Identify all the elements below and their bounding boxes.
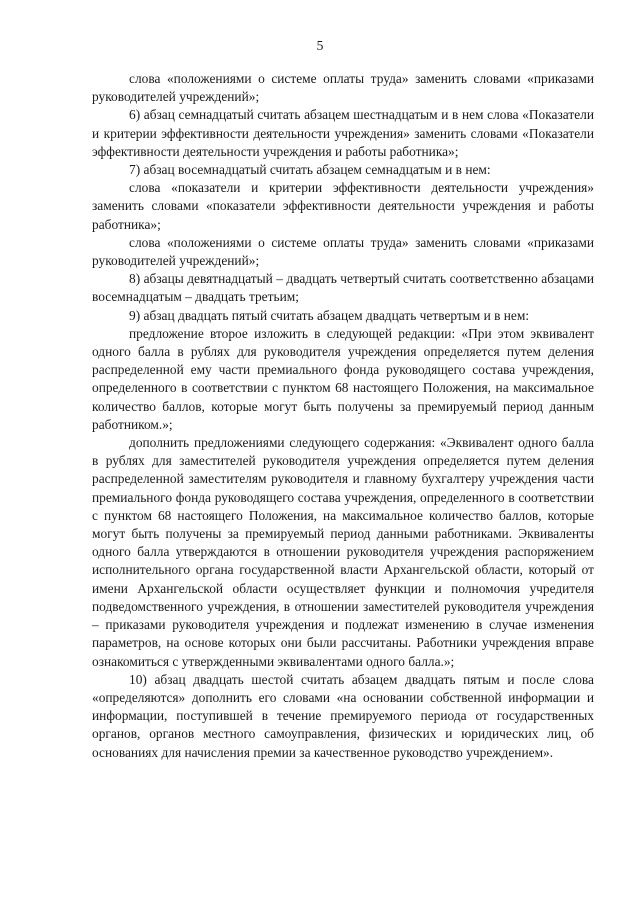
paragraph-words-replacement-3: слова «положениями о системе оплаты труда» заменить словами «приказами руководителей учреждений»; [92,234,594,269]
paragraph-second-sentence: предложение второе изложить в следующей редакции: «При этом эквивалент одного балла в рублях для руководителя учреждения определяется путем деления распределенной ему части премиального фонда руководящего состава учреждения, определенного в соответствии с пунктом 68 настоящего Положения, на максимальное количество баллов, которые могут быть получены за премируемый период данным работником.»; [92,325,594,432]
document-body [92,70,594,762]
page-number: 5 [316,38,324,53]
paragraph-item-6: 6) абзац семнадцатый считать абзацем шестнадцатым и в нем слова «Показатели и критерии эффективности деятельности учреждения» заменить словами «Показатели эффективности деятельности учреждения и работы работника»; [92,107,594,159]
paragraph-item-8: 8) абзацы девятнадцатый – двадцать четвертый считать соответственно абзацами восемнадцатым – двадцать третьим; [92,271,594,305]
paragraph-item-10: 10) абзац двадцать шестой считать абзацем двадцать пятым и после слова «определяются» дополнить его словами «на основании собственной информации и информации, поступившей в течение премируемого периода от государственных органов, органов местного самоуправления, физических и юридических лиц, об основаниях для начисления премии за качественное руководство учреждением». [92,671,594,760]
paragraph-item-7: 7) абзац восемнадцатый считать абзацем семнадцатым и в нем: [129,162,491,178]
paragraph-words-replacement-2: слова «показатели и критерии эффективности деятельности учреждения» заменить словами «показатели эффективности деятельности учреждения и работы работника»; [92,180,594,232]
paragraph-item-9: 9) абзац двадцать пятый считать абзацем двадцать четвертым и в нем: [129,307,530,323]
paragraph-additional-sentences: дополнить предложениями следующего содержания: «Эквивалент одного балла в рублях для заместителей руководителя учреждения определяется путем деления распределенной заместителям руководителя и главному бухгалтеру учреждения части премиального фонда руководящего состава учреждения, определенного в соответствии с пунктом 68 настоящего Положения, на максимальное количество баллов, которые могут быть получены за премируемый период данными работниками. Эквиваленты одного балла утверждаются в отношении руководителя учреждения распоряжением исполнительного органа государственной власти Архангельской области, который от имени Архангельской области осуществляет функции и полномочия учредителя подведомственного учреждения, в отношении заместителей руководителя учреждения – приказами руководителя учреждения и подлежат изменению в случае изменения параметров, на основе которых они были рассчитаны. Работники учреждения вправе ознакомиться с утвержденными эквивалентами одного балла.»; [92,435,594,669]
paragraph-words-replacement-1: слова «положениями о системе оплаты труда» заменить словами «приказами руководителей учреждений»; [92,71,594,105]
